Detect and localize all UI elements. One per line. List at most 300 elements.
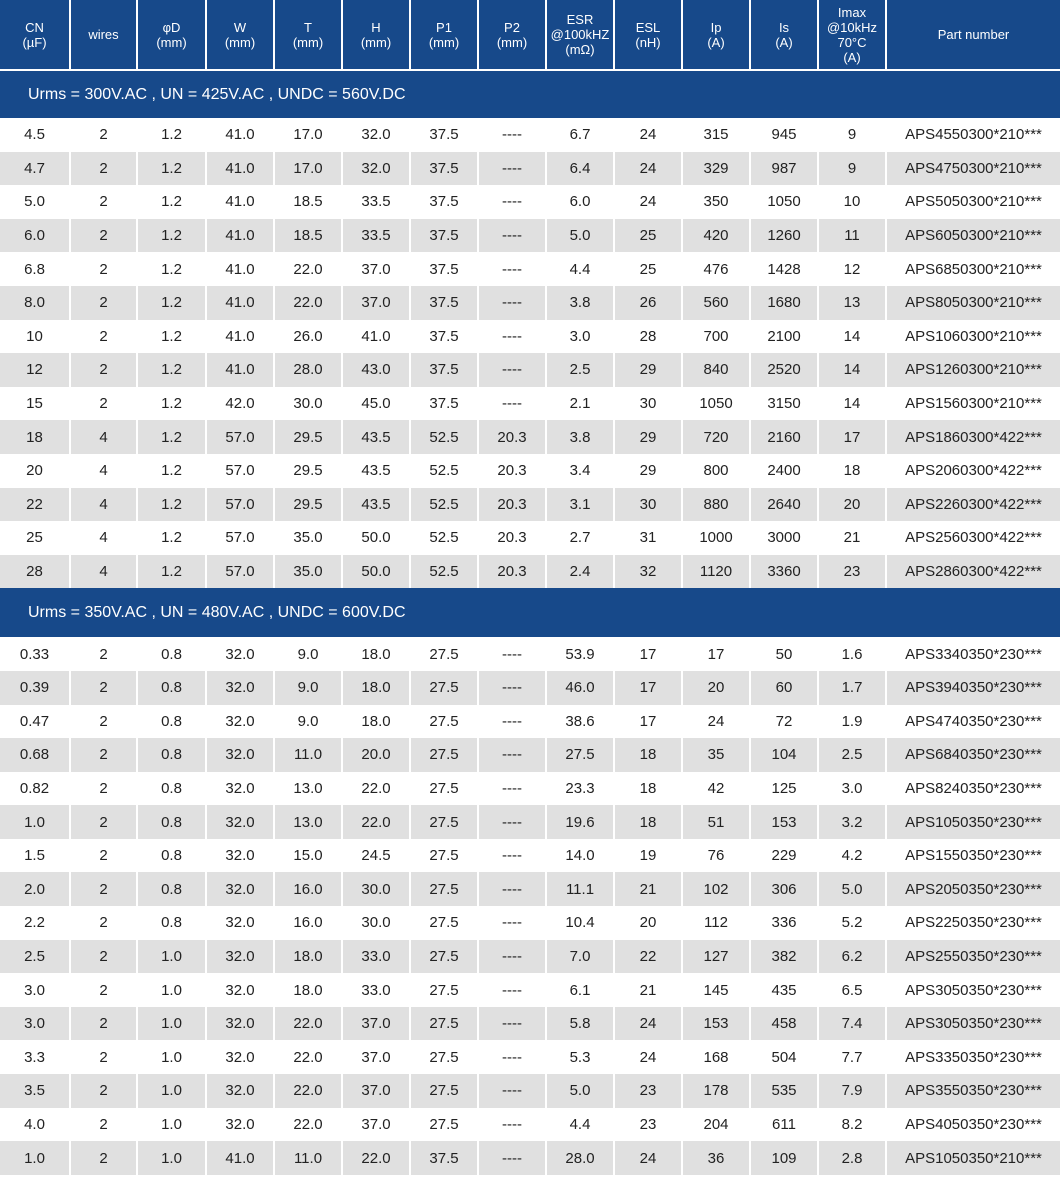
table-cell: 50.0 (343, 555, 411, 589)
table-cell: 2 (71, 805, 138, 839)
table-row (0, 488, 1060, 522)
table-cell: 2.1 (547, 387, 615, 421)
table-cell: ---- (479, 1007, 547, 1041)
table-cell: 3000 (751, 521, 819, 555)
table-cell: 27.5 (411, 872, 479, 906)
table-cell: 14 (819, 320, 887, 354)
table-row (0, 805, 1060, 839)
table-cell: 32.0 (207, 637, 275, 671)
table-cell: 3.0 (0, 973, 71, 1007)
table-cell: 0.68 (0, 738, 71, 772)
table-cell: APS3350350*230*** (887, 1040, 1060, 1074)
table-cell: 6.0 (0, 219, 71, 253)
table-cell: 2520 (751, 353, 819, 387)
table-cell: 229 (751, 839, 819, 873)
table-cell: APS1860300*422*** (887, 420, 1060, 454)
table-cell: 50 (751, 637, 819, 671)
table-cell: 6.5 (819, 973, 887, 1007)
table-row (0, 637, 1060, 671)
table-cell: 45.0 (343, 387, 411, 421)
table-cell: 30.0 (343, 872, 411, 906)
table-cell: 18 (615, 772, 683, 806)
table-cell: APS8240350*230*** (887, 772, 1060, 806)
table-cell: 7.7 (819, 1040, 887, 1074)
table-cell: 28.0 (547, 1141, 615, 1175)
table-cell: APS3050350*230*** (887, 1007, 1060, 1041)
table-cell: 37.5 (411, 286, 479, 320)
table-row (0, 906, 1060, 940)
table-cell: 26.0 (275, 320, 343, 354)
table-cell: 20.3 (479, 555, 547, 589)
table-cell: 1.2 (138, 454, 207, 488)
table-cell: ---- (479, 705, 547, 739)
table-cell: 29 (615, 420, 683, 454)
table-cell: 0.8 (138, 738, 207, 772)
table-cell: 30.0 (275, 387, 343, 421)
table-cell: 0.8 (138, 906, 207, 940)
table-cell: 880 (683, 488, 751, 522)
column-header: W (mm) (207, 0, 275, 69)
table-cell: ---- (479, 118, 547, 152)
table-cell: APS1050350*210*** (887, 1141, 1060, 1175)
column-header: Part number (887, 0, 1060, 69)
table-cell: 37.5 (411, 252, 479, 286)
table-cell: 11.0 (275, 738, 343, 772)
table-cell: 1.2 (138, 521, 207, 555)
table-cell: 102 (683, 872, 751, 906)
table-cell: 32.0 (207, 1108, 275, 1142)
table-cell: 30 (615, 387, 683, 421)
table-cell: 4 (71, 555, 138, 589)
table-cell: 5.0 (819, 872, 887, 906)
table-cell: 1.2 (138, 353, 207, 387)
table-cell: 18.0 (275, 973, 343, 1007)
table-cell: 3.0 (0, 1007, 71, 1041)
table-cell: APS3340350*230*** (887, 637, 1060, 671)
table-cell: 20.3 (479, 420, 547, 454)
table-row (0, 738, 1060, 772)
column-header: wires (71, 0, 138, 69)
table-cell: ---- (479, 1040, 547, 1074)
table-cell: 37.5 (411, 387, 479, 421)
section-rows (0, 118, 1060, 588)
table-cell: 42 (683, 772, 751, 806)
table-cell: 1.2 (138, 185, 207, 219)
column-header: Imax @10kHz 70°C (A) (819, 0, 887, 69)
table-cell: 24 (683, 705, 751, 739)
table-cell: 37.0 (343, 1074, 411, 1108)
table-cell: 1.2 (138, 286, 207, 320)
table-cell: 25 (0, 521, 71, 555)
table-cell: 1.2 (138, 387, 207, 421)
table-cell: 9 (819, 118, 887, 152)
table-cell: 41.0 (207, 152, 275, 186)
table-cell: 7.9 (819, 1074, 887, 1108)
table-cell: 0.8 (138, 671, 207, 705)
table-cell: 3.0 (819, 772, 887, 806)
table-cell: 20.0 (343, 738, 411, 772)
table-cell: 315 (683, 118, 751, 152)
table-cell: ---- (479, 185, 547, 219)
table-cell: APS5050300*210*** (887, 185, 1060, 219)
table-cell: 27.5 (547, 738, 615, 772)
table-cell: ---- (479, 1141, 547, 1175)
table-cell: 2.5 (819, 738, 887, 772)
table-cell: 306 (751, 872, 819, 906)
table-cell: 2 (71, 219, 138, 253)
table-cell: 987 (751, 152, 819, 186)
table-cell: 22.0 (275, 286, 343, 320)
table-cell: 28 (615, 320, 683, 354)
table-cell: 22.0 (275, 1074, 343, 1108)
table-cell: 2.7 (547, 521, 615, 555)
table-cell: 1050 (683, 387, 751, 421)
table-cell: 1000 (683, 521, 751, 555)
table-cell: 21 (819, 521, 887, 555)
table-cell: 41.0 (207, 219, 275, 253)
table-cell: 4 (71, 420, 138, 454)
table-cell: 21 (615, 973, 683, 1007)
table-cell: 20.3 (479, 521, 547, 555)
table-cell: 18.0 (343, 705, 411, 739)
table-cell: 2 (71, 906, 138, 940)
table-cell: APS3050350*230*** (887, 973, 1060, 1007)
table-cell: 28 (0, 555, 71, 589)
table-cell: 37.5 (411, 219, 479, 253)
table-cell: 38.6 (547, 705, 615, 739)
table-cell: 2 (71, 1108, 138, 1142)
table-cell: 27.5 (411, 705, 479, 739)
table-cell: 32 (615, 555, 683, 589)
table-cell: APS2260300*422*** (887, 488, 1060, 522)
table-row (0, 320, 1060, 354)
table-cell: 22.0 (343, 772, 411, 806)
table-cell: 0.82 (0, 772, 71, 806)
table-cell: 27.5 (411, 772, 479, 806)
table-cell: 1.2 (138, 420, 207, 454)
table-cell: 22 (0, 488, 71, 522)
section-rows (0, 637, 1060, 1175)
table-cell: 2 (71, 185, 138, 219)
table-cell: 0.8 (138, 839, 207, 873)
table-cell: ---- (479, 973, 547, 1007)
table-cell: 1.2 (138, 488, 207, 522)
table-cell: 22.0 (275, 1108, 343, 1142)
table-cell: 2 (71, 320, 138, 354)
table-cell: 20.3 (479, 488, 547, 522)
table-cell: ---- (479, 671, 547, 705)
table-cell: 36 (683, 1141, 751, 1175)
column-header: T (mm) (275, 0, 343, 69)
table-cell: 32.0 (343, 152, 411, 186)
table-cell: 153 (751, 805, 819, 839)
table-cell: 3.1 (547, 488, 615, 522)
table-cell: APS6850300*210*** (887, 252, 1060, 286)
table-cell: 32.0 (207, 671, 275, 705)
table-cell: 27.5 (411, 637, 479, 671)
table-cell: 50.0 (343, 521, 411, 555)
table-cell: 5.2 (819, 906, 887, 940)
table-cell: 420 (683, 219, 751, 253)
table-cell: 37.0 (343, 1040, 411, 1074)
table-cell: 2 (71, 872, 138, 906)
table-cell: 32.0 (343, 118, 411, 152)
table-cell: 145 (683, 973, 751, 1007)
table-cell: 112 (683, 906, 751, 940)
table-cell: 10.4 (547, 906, 615, 940)
table-cell: APS8050300*210*** (887, 286, 1060, 320)
table-cell: 3.3 (0, 1040, 71, 1074)
table-cell: 33.0 (343, 973, 411, 1007)
table-cell: 60 (751, 671, 819, 705)
table-cell: 37.5 (411, 320, 479, 354)
table-cell: 43.0 (343, 353, 411, 387)
table-cell: 18.5 (275, 219, 343, 253)
table-cell: 6.0 (547, 185, 615, 219)
table-cell: 0.8 (138, 872, 207, 906)
table-cell: APS4550300*210*** (887, 118, 1060, 152)
table-cell: 27.5 (411, 1108, 479, 1142)
table-cell: 1428 (751, 252, 819, 286)
table-cell: 3.5 (0, 1074, 71, 1108)
table-cell: 32.0 (207, 940, 275, 974)
table-cell: 17 (615, 637, 683, 671)
column-header: Ip (A) (683, 0, 751, 69)
table-cell: 2100 (751, 320, 819, 354)
table-cell: 2.5 (0, 940, 71, 974)
table-cell: 17 (819, 420, 887, 454)
table-row (0, 872, 1060, 906)
table-cell: APS1550350*230*** (887, 839, 1060, 873)
table-cell: 18.0 (275, 940, 343, 974)
table-cell: 4 (71, 488, 138, 522)
table-cell: 2640 (751, 488, 819, 522)
table-row (0, 152, 1060, 186)
table-cell: 2.8 (819, 1141, 887, 1175)
table-cell: 53.9 (547, 637, 615, 671)
table-cell: 2 (71, 705, 138, 739)
table-cell: APS4050350*230*** (887, 1108, 1060, 1142)
table-cell: 17 (615, 671, 683, 705)
table-cell: 329 (683, 152, 751, 186)
table-cell: 27.5 (411, 940, 479, 974)
table-cell: 57.0 (207, 488, 275, 522)
table-cell: 29 (615, 454, 683, 488)
table-cell: 1.2 (138, 118, 207, 152)
table-cell: 57.0 (207, 420, 275, 454)
table-cell: 535 (751, 1074, 819, 1108)
table-cell: ---- (479, 839, 547, 873)
table-cell: 24 (615, 118, 683, 152)
table-cell: 382 (751, 940, 819, 974)
table-cell: 18 (615, 805, 683, 839)
table-cell: 76 (683, 839, 751, 873)
table-cell: 52.5 (411, 454, 479, 488)
table-cell: 2 (71, 1007, 138, 1041)
table-row (0, 1074, 1060, 1108)
table-cell: 18.0 (343, 637, 411, 671)
table-cell: 1050 (751, 185, 819, 219)
table-cell: 560 (683, 286, 751, 320)
table-cell: 4 (71, 521, 138, 555)
table-cell: 32.0 (207, 1074, 275, 1108)
table-cell: 4.0 (0, 1108, 71, 1142)
table-cell: 1.2 (138, 252, 207, 286)
table-cell: APS6840350*230*** (887, 738, 1060, 772)
table-cell: 435 (751, 973, 819, 1007)
table-cell: 57.0 (207, 521, 275, 555)
table-cell: 840 (683, 353, 751, 387)
table-cell: 1.2 (138, 219, 207, 253)
column-header: CN (µF) (0, 0, 71, 69)
table-row (0, 387, 1060, 421)
table-cell: APS2550350*230*** (887, 940, 1060, 974)
column-header: P2 (mm) (479, 0, 547, 69)
table-cell: APS3550350*230*** (887, 1074, 1060, 1108)
table-cell: 1.6 (819, 637, 887, 671)
table-cell: 9.0 (275, 637, 343, 671)
table-row (0, 1040, 1060, 1074)
table-cell: 29.5 (275, 420, 343, 454)
table-cell: 6.7 (547, 118, 615, 152)
table-cell: 22.0 (275, 1007, 343, 1041)
table-cell: 57.0 (207, 555, 275, 589)
table-cell: 2.5 (547, 353, 615, 387)
table-cell: 27.5 (411, 973, 479, 1007)
table-cell: ---- (479, 320, 547, 354)
table-cell: 104 (751, 738, 819, 772)
table-cell: 3360 (751, 555, 819, 589)
table-cell: 17 (615, 705, 683, 739)
table-cell: 9.0 (275, 705, 343, 739)
table-cell: ---- (479, 772, 547, 806)
table-cell: 41.0 (207, 252, 275, 286)
table-row (0, 705, 1060, 739)
table-cell: 33.5 (343, 185, 411, 219)
table-cell: 2 (71, 1074, 138, 1108)
table-cell: 32.0 (207, 973, 275, 1007)
table-cell: 11.0 (275, 1141, 343, 1175)
table-cell: 504 (751, 1040, 819, 1074)
table-cell: 3.0 (547, 320, 615, 354)
table-cell: APS2050350*230*** (887, 872, 1060, 906)
table-cell: 37.5 (411, 185, 479, 219)
table-cell: 32.0 (207, 872, 275, 906)
table-cell: 2 (71, 118, 138, 152)
table-cell: 336 (751, 906, 819, 940)
table-cell: 0.8 (138, 705, 207, 739)
table-row (0, 353, 1060, 387)
table-cell: 37.5 (411, 152, 479, 186)
section-title: Urms = 350V.AC , UN = 480V.AC , UNDC = 600V.DC (0, 588, 1060, 637)
table-cell: ---- (479, 387, 547, 421)
table-cell: ---- (479, 1108, 547, 1142)
section-header (0, 588, 1060, 637)
table-cell: 5.3 (547, 1040, 615, 1074)
table-cell: 4.4 (547, 1108, 615, 1142)
table-cell: 41.0 (207, 353, 275, 387)
table-cell: 9.0 (275, 671, 343, 705)
table-cell: 3.8 (547, 420, 615, 454)
table-cell: 24 (615, 1040, 683, 1074)
table-cell: 2400 (751, 454, 819, 488)
table-cell: APS1060300*210*** (887, 320, 1060, 354)
table-cell: 204 (683, 1108, 751, 1142)
table-cell: 0.47 (0, 705, 71, 739)
table-row (0, 252, 1060, 286)
table-cell: ---- (479, 940, 547, 974)
table-cell: 27.5 (411, 1040, 479, 1074)
table-cell: 1.0 (138, 1074, 207, 1108)
table-row (0, 185, 1060, 219)
table-cell: 18 (819, 454, 887, 488)
table-cell: 37.0 (343, 1108, 411, 1142)
table-cell: 2 (71, 252, 138, 286)
table-cell: 32.0 (207, 906, 275, 940)
table-cell: 33.0 (343, 940, 411, 974)
table-cell: 27.5 (411, 1007, 479, 1041)
table-cell: 35 (683, 738, 751, 772)
table-cell: 18 (615, 738, 683, 772)
table-cell: 1.0 (0, 1141, 71, 1175)
table-cell: 3.4 (547, 454, 615, 488)
table-cell: 20 (615, 906, 683, 940)
table-cell: 18 (0, 420, 71, 454)
table-cell: 0.8 (138, 805, 207, 839)
table-cell: 1.0 (138, 940, 207, 974)
table-cell: 13 (819, 286, 887, 320)
table-cell: 1.7 (819, 671, 887, 705)
table-cell: 4.4 (547, 252, 615, 286)
table-row (0, 286, 1060, 320)
table-cell: 7.0 (547, 940, 615, 974)
table-cell: 37.0 (343, 1007, 411, 1041)
table-row (0, 555, 1060, 589)
table-cell: 0.33 (0, 637, 71, 671)
table-cell: 14.0 (547, 839, 615, 873)
table-cell: ---- (479, 286, 547, 320)
table-cell: 72 (751, 705, 819, 739)
section-title: Urms = 300V.AC , UN = 425V.AC , UNDC = 560V.DC (0, 69, 1060, 118)
table-cell: ---- (479, 738, 547, 772)
table-cell: 26 (615, 286, 683, 320)
table-cell: ---- (479, 353, 547, 387)
table-cell: 5.0 (547, 219, 615, 253)
table-cell: 476 (683, 252, 751, 286)
table-cell: 125 (751, 772, 819, 806)
table-cell: 2 (71, 286, 138, 320)
table-cell: 3150 (751, 387, 819, 421)
table-cell: 24 (615, 185, 683, 219)
table-cell: 12 (819, 252, 887, 286)
table-cell: APS1260300*210*** (887, 353, 1060, 387)
table-cell: 37.5 (411, 118, 479, 152)
table-cell: 2 (71, 1040, 138, 1074)
table-cell: 32.0 (207, 839, 275, 873)
table-cell: 611 (751, 1108, 819, 1142)
table-cell: 43.5 (343, 488, 411, 522)
table-cell: 15 (0, 387, 71, 421)
table-cell: 27.5 (411, 1074, 479, 1108)
table-cell: 6.8 (0, 252, 71, 286)
table-cell: APS1050350*230*** (887, 805, 1060, 839)
table-cell: 153 (683, 1007, 751, 1041)
table-cell: 11 (819, 219, 887, 253)
table-cell: 2 (71, 738, 138, 772)
table-row (0, 1007, 1060, 1041)
table-cell: 13.0 (275, 805, 343, 839)
table-cell: APS1560300*210*** (887, 387, 1060, 421)
